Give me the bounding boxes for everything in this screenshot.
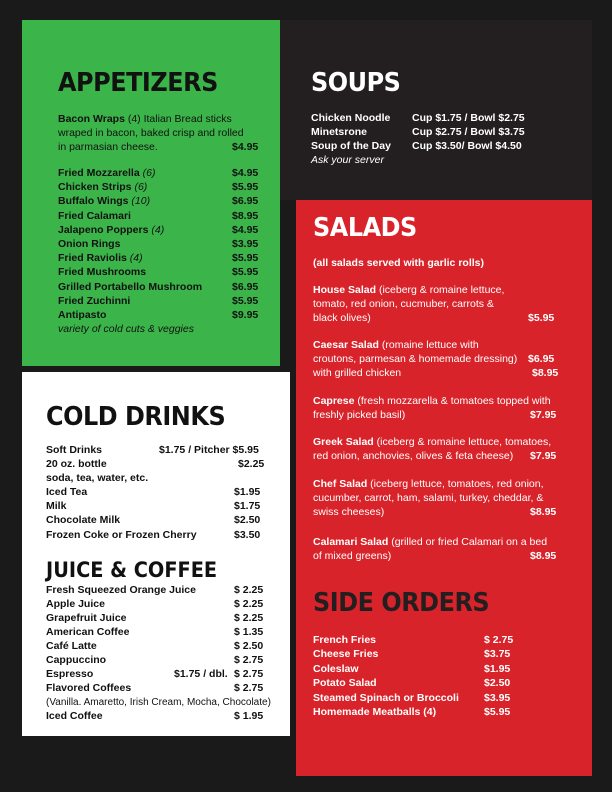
appetizer-item bbox=[58, 309, 106, 322]
appetizer-qty: (6) bbox=[142, 167, 156, 179]
antipasto-note: variety of cold cuts & veggies bbox=[58, 323, 194, 335]
bottle-price: $2.25 bbox=[238, 458, 265, 470]
appetizer-price: $3.95 bbox=[232, 238, 259, 250]
soups-note: Ask your server bbox=[311, 154, 384, 166]
juice-mid-price: $1.75 / dbl. bbox=[174, 668, 228, 680]
side-name: Cheese Fries bbox=[313, 648, 379, 661]
salads-note: (all salads served with garlic rolls) bbox=[313, 257, 484, 269]
soup-price: Cup $1.75 / Bowl $2.75 bbox=[412, 112, 525, 124]
chef-salad-line2: cucumber, carrot, ham, salami, turkey, cheddar, & bbox=[313, 492, 544, 504]
side-price: $ 2.75 bbox=[484, 634, 514, 646]
appetizer-item bbox=[58, 195, 150, 208]
caesar-salad-line3: with grilled chicken bbox=[313, 367, 402, 379]
drink-price: $1.75 bbox=[234, 500, 261, 513]
caesar-salad-line1: Caesar Salad (romaine lettuce with bbox=[313, 339, 479, 351]
appetizer-item bbox=[58, 167, 155, 180]
appetizer-name: Buffalo Wings bbox=[58, 195, 129, 208]
house-salad-price: $5.95 bbox=[528, 312, 555, 324]
chef-salad-line1: Chef Salad (iceberg lettuce, tomatoes, red onion, bbox=[313, 478, 544, 490]
iced-coffee-price: $ 1.95 bbox=[234, 710, 264, 722]
side-orders-title: SIDE ORDERS bbox=[313, 588, 490, 618]
salads-panel bbox=[296, 200, 592, 776]
appetizer-item bbox=[58, 238, 120, 251]
juice-name: Cappuccino bbox=[46, 654, 107, 666]
soup-name: Minetsrone bbox=[311, 126, 368, 138]
appetizer-price: $9.95 bbox=[232, 309, 259, 321]
house-salad-line3: black olives) bbox=[313, 312, 371, 324]
side-price: $3.75 bbox=[484, 648, 511, 661]
appetizer-item bbox=[58, 281, 202, 294]
juice-price: $ 2.75 bbox=[234, 654, 264, 666]
chef-salad-line3: swiss cheeses) bbox=[313, 506, 385, 518]
soup-price: Cup $2.75 / Bowl $3.75 bbox=[412, 126, 525, 138]
soups-panel bbox=[280, 20, 592, 200]
juice-price: $ 2.75 bbox=[234, 668, 264, 680]
appetizer-item bbox=[58, 295, 130, 308]
appetizer-qty: (4) bbox=[129, 252, 143, 265]
side-price: $2.50 bbox=[484, 677, 511, 690]
cold-drinks-title: COLD DRINKS bbox=[46, 402, 226, 432]
caesar-salad-price: $6.95 bbox=[528, 353, 555, 365]
juice-name: Grapefruit Juice bbox=[46, 612, 127, 624]
caprese-price: $7.95 bbox=[530, 409, 557, 421]
side-name: Coleslaw bbox=[313, 662, 359, 675]
caesar-salad-line2: croutons, parmesan & homemade dressing) bbox=[313, 353, 518, 365]
soup-price: Cup $3.50/ Bowl $4.50 bbox=[412, 140, 522, 152]
juice-price: $ 2.25 bbox=[234, 598, 264, 610]
drink-name: Iced Tea bbox=[46, 486, 88, 498]
bacon-wraps-line3: in parmasian cheese. bbox=[58, 141, 158, 153]
bacon-wraps-line2: wraped in bacon, baked crisp and rolled bbox=[58, 127, 244, 139]
appetizers-panel bbox=[22, 20, 280, 366]
salads-title: SALADS bbox=[313, 213, 417, 243]
soup-name: Soup of the Day bbox=[311, 140, 391, 152]
caprese-line2: freshly picked basil) bbox=[313, 409, 406, 421]
side-price: $1.95 bbox=[484, 662, 511, 675]
appetizer-qty: (10) bbox=[131, 195, 151, 208]
appetizer-qty: (6) bbox=[134, 181, 148, 194]
juice-price: $ 1.35 bbox=[234, 626, 264, 638]
appetizer-price: $4.95 bbox=[232, 223, 259, 236]
bacon-wraps-price: $4.95 bbox=[232, 141, 259, 153]
soft-drinks-name: Soft Drinks bbox=[46, 444, 103, 456]
caesar-chicken-price: $8.95 bbox=[532, 367, 559, 379]
appetizer-price: $6.95 bbox=[232, 280, 259, 293]
drinks-panel bbox=[22, 372, 290, 736]
side-name: Potato Salad bbox=[313, 677, 377, 690]
juice-price: $ 2.50 bbox=[234, 640, 264, 652]
juice-name: Espresso bbox=[46, 668, 94, 680]
side-price: $5.95 bbox=[484, 706, 511, 718]
side-name: Steamed Spinach or Broccoli bbox=[313, 691, 459, 704]
calamari-salad-line1: Calamari Salad (grilled or fried Calamari on a bed bbox=[313, 536, 548, 548]
greek-salad-line1: Greek Salad (iceberg & romaine lettuce, tomatoes, bbox=[313, 436, 552, 448]
side-price: $3.95 bbox=[484, 691, 511, 704]
appetizer-item bbox=[58, 252, 143, 265]
appetizer-name: Fried Raviolis bbox=[58, 252, 127, 265]
flavors-note: (Vanilla. Amaretto, Irish Cream, Mocha, Chocolate) bbox=[46, 697, 271, 708]
drink-name: Milk bbox=[46, 500, 67, 513]
appetizer-price: $5.95 bbox=[232, 252, 259, 265]
house-salad-line1: House Salad (iceberg & romaine lettuce, bbox=[313, 284, 505, 296]
chef-salad-price: $8.95 bbox=[530, 506, 557, 518]
juice-name: Café Latte bbox=[46, 640, 97, 652]
appetizer-item bbox=[58, 181, 147, 194]
soft-drinks-price: $1.75 / Pitcher $5.95 bbox=[159, 444, 259, 456]
juice-price: $ 2.25 bbox=[234, 612, 264, 624]
appetizer-item bbox=[58, 266, 146, 279]
bacon-wraps-line1: Bacon Wraps (4) Italian Bread sticks bbox=[58, 113, 232, 125]
juice-price: $ 2.25 bbox=[234, 584, 264, 596]
juice-coffee-title: JUICE & COFFEE bbox=[46, 558, 218, 582]
juice-name: Fresh Squeezed Orange Juice bbox=[46, 584, 196, 596]
appetizer-price: $5.95 bbox=[232, 294, 259, 307]
iced-coffee-name: Iced Coffee bbox=[46, 710, 103, 722]
appetizer-name: Fried Mozzarella bbox=[58, 167, 140, 179]
juice-price: $ 2.75 bbox=[234, 682, 264, 694]
juice-name: Apple Juice bbox=[46, 598, 105, 610]
appetizer-item bbox=[58, 224, 164, 237]
appetizer-name: Grilled Portabello Mushroom bbox=[58, 280, 203, 293]
soups-title: SOUPS bbox=[311, 68, 401, 98]
caprese-line1: Caprese (fresh mozzarella & tomatoes topped with bbox=[313, 395, 551, 407]
side-name: Homemade Meatballs (4) bbox=[313, 706, 437, 718]
soup-name: Chicken Noodle bbox=[311, 112, 391, 124]
appetizer-price: $8.95 bbox=[232, 209, 259, 222]
appetizer-name: Fried Zuchinni bbox=[58, 294, 131, 307]
house-salad-line2: tomato, red onion, cucmuber, carrots & bbox=[313, 298, 494, 310]
appetizer-name: Antipasto bbox=[58, 309, 107, 321]
appetizer-name: Jalapeno Poppers bbox=[58, 223, 149, 236]
calamari-salad-price: $8.95 bbox=[530, 550, 557, 562]
juice-name: American Coffee bbox=[46, 626, 130, 638]
greek-salad-line2: red onion, anchovies, olives & feta cheese) bbox=[313, 450, 514, 462]
appetizer-price: $5.95 bbox=[232, 266, 259, 279]
drink-price: $2.50 bbox=[234, 514, 261, 527]
appetizer-qty: (4) bbox=[151, 223, 165, 236]
bottle-name: 20 oz. bottle bbox=[46, 458, 107, 470]
appetizer-name: Fried Mushrooms bbox=[58, 266, 147, 279]
appetizer-name: Chicken Strips bbox=[58, 181, 132, 194]
drink-name: Chocolate Milk bbox=[46, 514, 121, 527]
juice-name: Flavored Coffees bbox=[46, 682, 132, 694]
drink-price: $3.50 bbox=[234, 528, 261, 541]
calamari-salad-line2: of mixed greens) bbox=[313, 550, 392, 562]
bottle-note: soda, tea, water, etc. bbox=[46, 472, 149, 484]
appetizer-price: $5.95 bbox=[232, 181, 259, 194]
appetizer-name: Onion Rings bbox=[58, 238, 121, 250]
appetizer-name: Fried Calamari bbox=[58, 209, 131, 222]
greek-salad-price: $7.95 bbox=[530, 450, 557, 462]
side-name: French Fries bbox=[313, 634, 377, 646]
drink-price: $1.95 bbox=[234, 486, 261, 498]
appetizer-item bbox=[58, 210, 131, 223]
appetizer-price: $6.95 bbox=[232, 195, 259, 208]
drink-name: Frozen Coke or Frozen Cherry bbox=[46, 528, 197, 541]
appetizers-title: APPETIZERS bbox=[58, 68, 218, 98]
appetizer-price: $4.95 bbox=[232, 167, 259, 179]
